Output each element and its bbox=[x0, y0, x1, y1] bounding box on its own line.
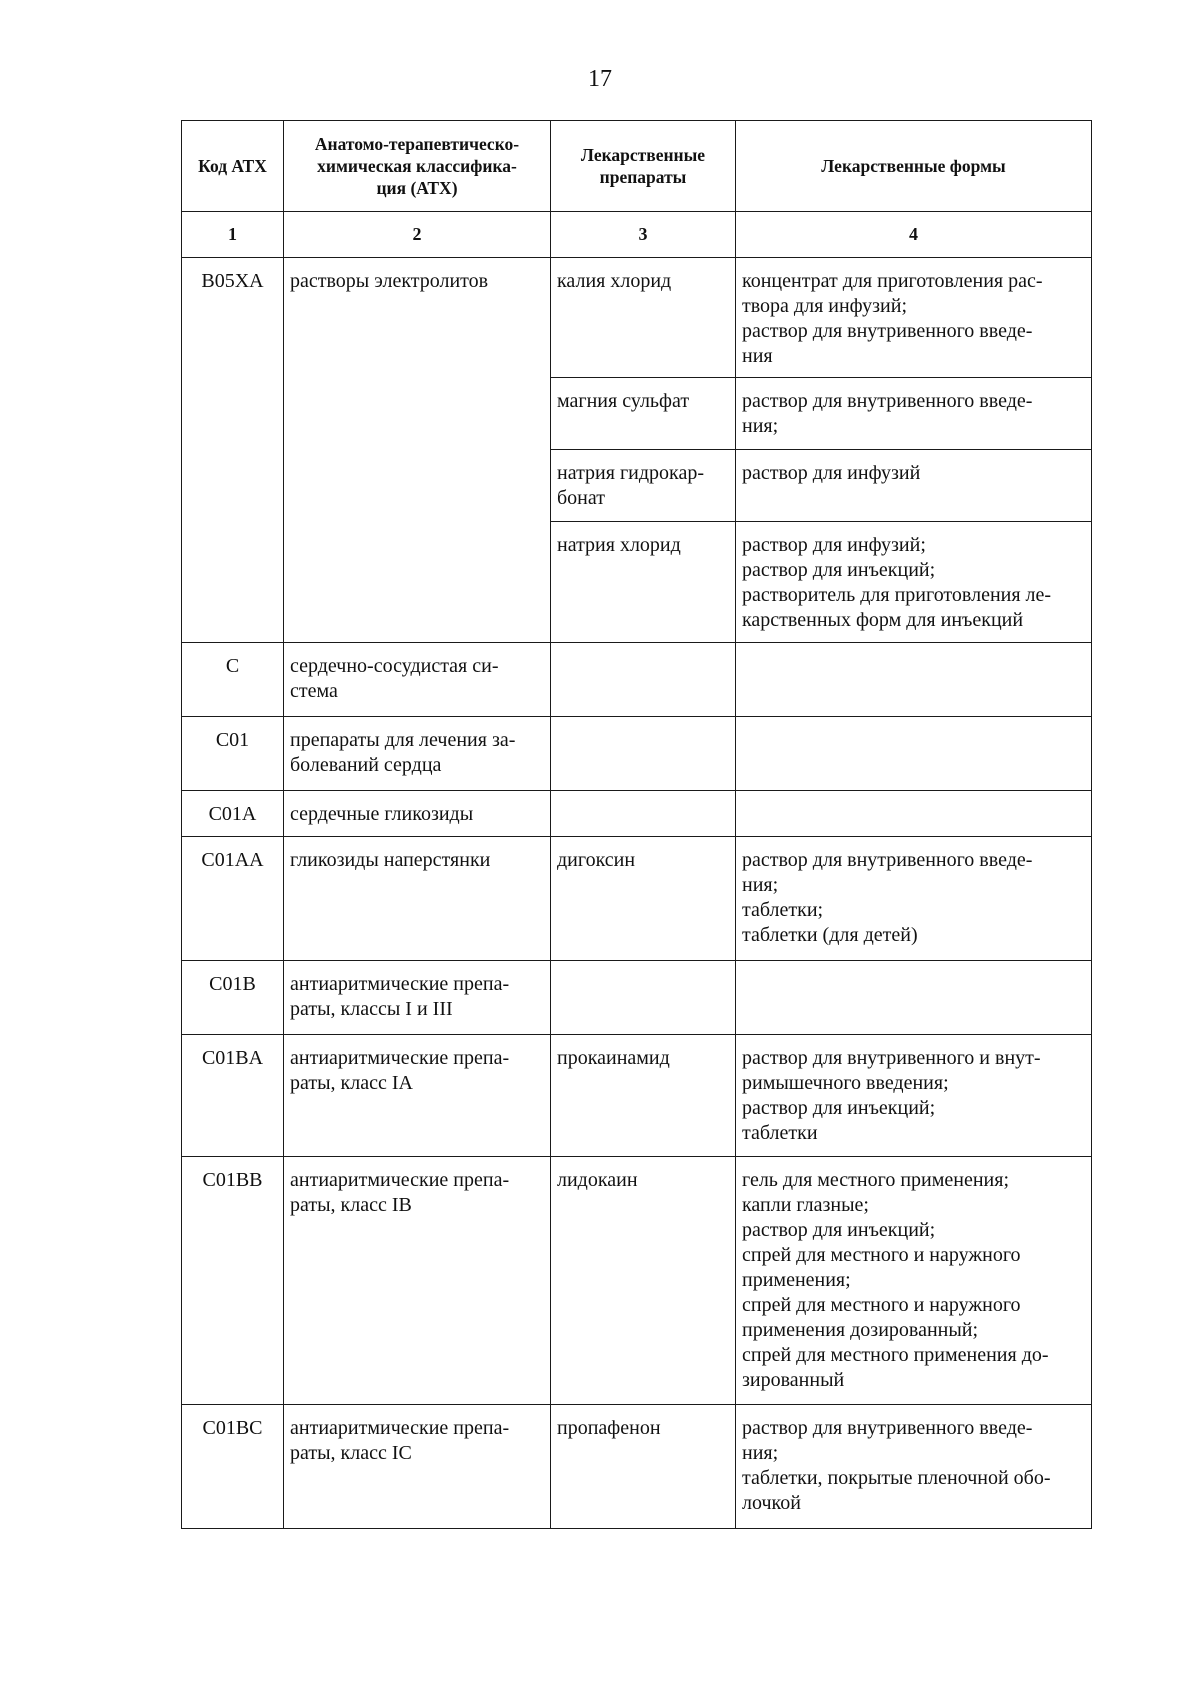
classification-cell: препараты для лечения за- болеваний сердца bbox=[284, 717, 551, 791]
forms-cell: раствор для внутривенного и внут- римышечного введения; раствор для инъекций; таблетки bbox=[736, 1035, 1092, 1157]
header-classification: Анатомо-терапевтическо- химическая классифика- ция (АТХ) bbox=[284, 121, 551, 212]
drug-cell bbox=[551, 717, 736, 791]
drug-cell bbox=[551, 643, 736, 717]
table-row bbox=[182, 1405, 1092, 1529]
page-number: 17 bbox=[588, 66, 612, 92]
atx-table bbox=[181, 120, 1092, 1529]
forms-cell bbox=[736, 791, 1092, 837]
table-row bbox=[182, 717, 1092, 791]
atx-code-cell: C01A bbox=[182, 791, 284, 837]
forms-cell bbox=[736, 643, 1092, 717]
drug-cell: магния сульфат bbox=[551, 378, 736, 450]
table-row bbox=[182, 1157, 1092, 1405]
table-row bbox=[182, 643, 1092, 717]
table-row bbox=[182, 837, 1092, 961]
forms-cell bbox=[736, 717, 1092, 791]
atx-code-cell: C01BA bbox=[182, 1035, 284, 1157]
drug-cell bbox=[551, 791, 736, 837]
drug-cell: лидокаин bbox=[551, 1157, 736, 1405]
classification-cell: антиаритмические препа- раты, классы I и III bbox=[284, 961, 551, 1035]
drug-cell: натрия хлорид bbox=[551, 522, 736, 643]
header-code: Код АТХ bbox=[182, 121, 284, 212]
table-row bbox=[182, 961, 1092, 1035]
atx-code-cell: C01BB bbox=[182, 1157, 284, 1405]
forms-cell: гель для местного применения; капли глазные; раствор для инъекций; спрей для местного и наружного применения; спрей для местного и наружного применения дозированный; спрей для местного применения до- зированный bbox=[736, 1157, 1092, 1405]
drug-cell: пропафенон bbox=[551, 1405, 736, 1529]
atx-code-cell: C01B bbox=[182, 961, 284, 1035]
classification-cell: антиаритмические препа- раты, класс IB bbox=[284, 1157, 551, 1405]
atx-code-cell: C01AA bbox=[182, 837, 284, 961]
drug-cell: прокаинамид bbox=[551, 1035, 736, 1157]
classification-cell: сердечные гликозиды bbox=[284, 791, 551, 837]
column-number: 2 bbox=[284, 212, 551, 258]
drug-cell: калия хлорид bbox=[551, 258, 736, 378]
classification-cell: растворы электролитов bbox=[284, 258, 551, 643]
forms-cell: раствор для инфузий; раствор для инъекций; растворитель для приготовления ле- карственных форм для инъекций bbox=[736, 522, 1092, 643]
header-drugs: Лекарственные препараты bbox=[551, 121, 736, 212]
column-number: 1 bbox=[182, 212, 284, 258]
atx-code-cell: C bbox=[182, 643, 284, 717]
forms-cell: раствор для внутривенного введе- ния; таблетки, покрытые пленочной обо- лочкой bbox=[736, 1405, 1092, 1529]
forms-cell: раствор для внутривенного введе- ния; таблетки; таблетки (для детей) bbox=[736, 837, 1092, 961]
column-number: 4 bbox=[736, 212, 1092, 258]
column-number: 3 bbox=[551, 212, 736, 258]
drug-cell: дигоксин bbox=[551, 837, 736, 961]
table-row bbox=[182, 1035, 1092, 1157]
column-number-row bbox=[182, 212, 1092, 258]
classification-cell: антиаритмические препа- раты, класс IA bbox=[284, 1035, 551, 1157]
atx-code-cell: C01 bbox=[182, 717, 284, 791]
forms-cell: концентрат для приготовления рас- твора для инфузий; раствор для внутривенного введе- ния bbox=[736, 258, 1092, 378]
forms-cell: раствор для инфузий bbox=[736, 450, 1092, 522]
atx-code-cell: C01BC bbox=[182, 1405, 284, 1529]
table-row bbox=[182, 258, 1092, 378]
forms-cell bbox=[736, 961, 1092, 1035]
classification-cell: сердечно-сосудистая си- стема bbox=[284, 643, 551, 717]
drug-cell bbox=[551, 961, 736, 1035]
classification-cell: гликозиды наперстянки bbox=[284, 837, 551, 961]
header-forms: Лекарственные формы bbox=[736, 121, 1092, 212]
classification-cell: антиаритмические препа- раты, класс IC bbox=[284, 1405, 551, 1529]
atx-code-cell: B05XA bbox=[182, 258, 284, 643]
header-row bbox=[182, 121, 1092, 212]
drug-cell: натрия гидрокар- бонат bbox=[551, 450, 736, 522]
table-row bbox=[182, 791, 1092, 837]
forms-cell: раствор для внутривенного введе- ния; bbox=[736, 378, 1092, 450]
